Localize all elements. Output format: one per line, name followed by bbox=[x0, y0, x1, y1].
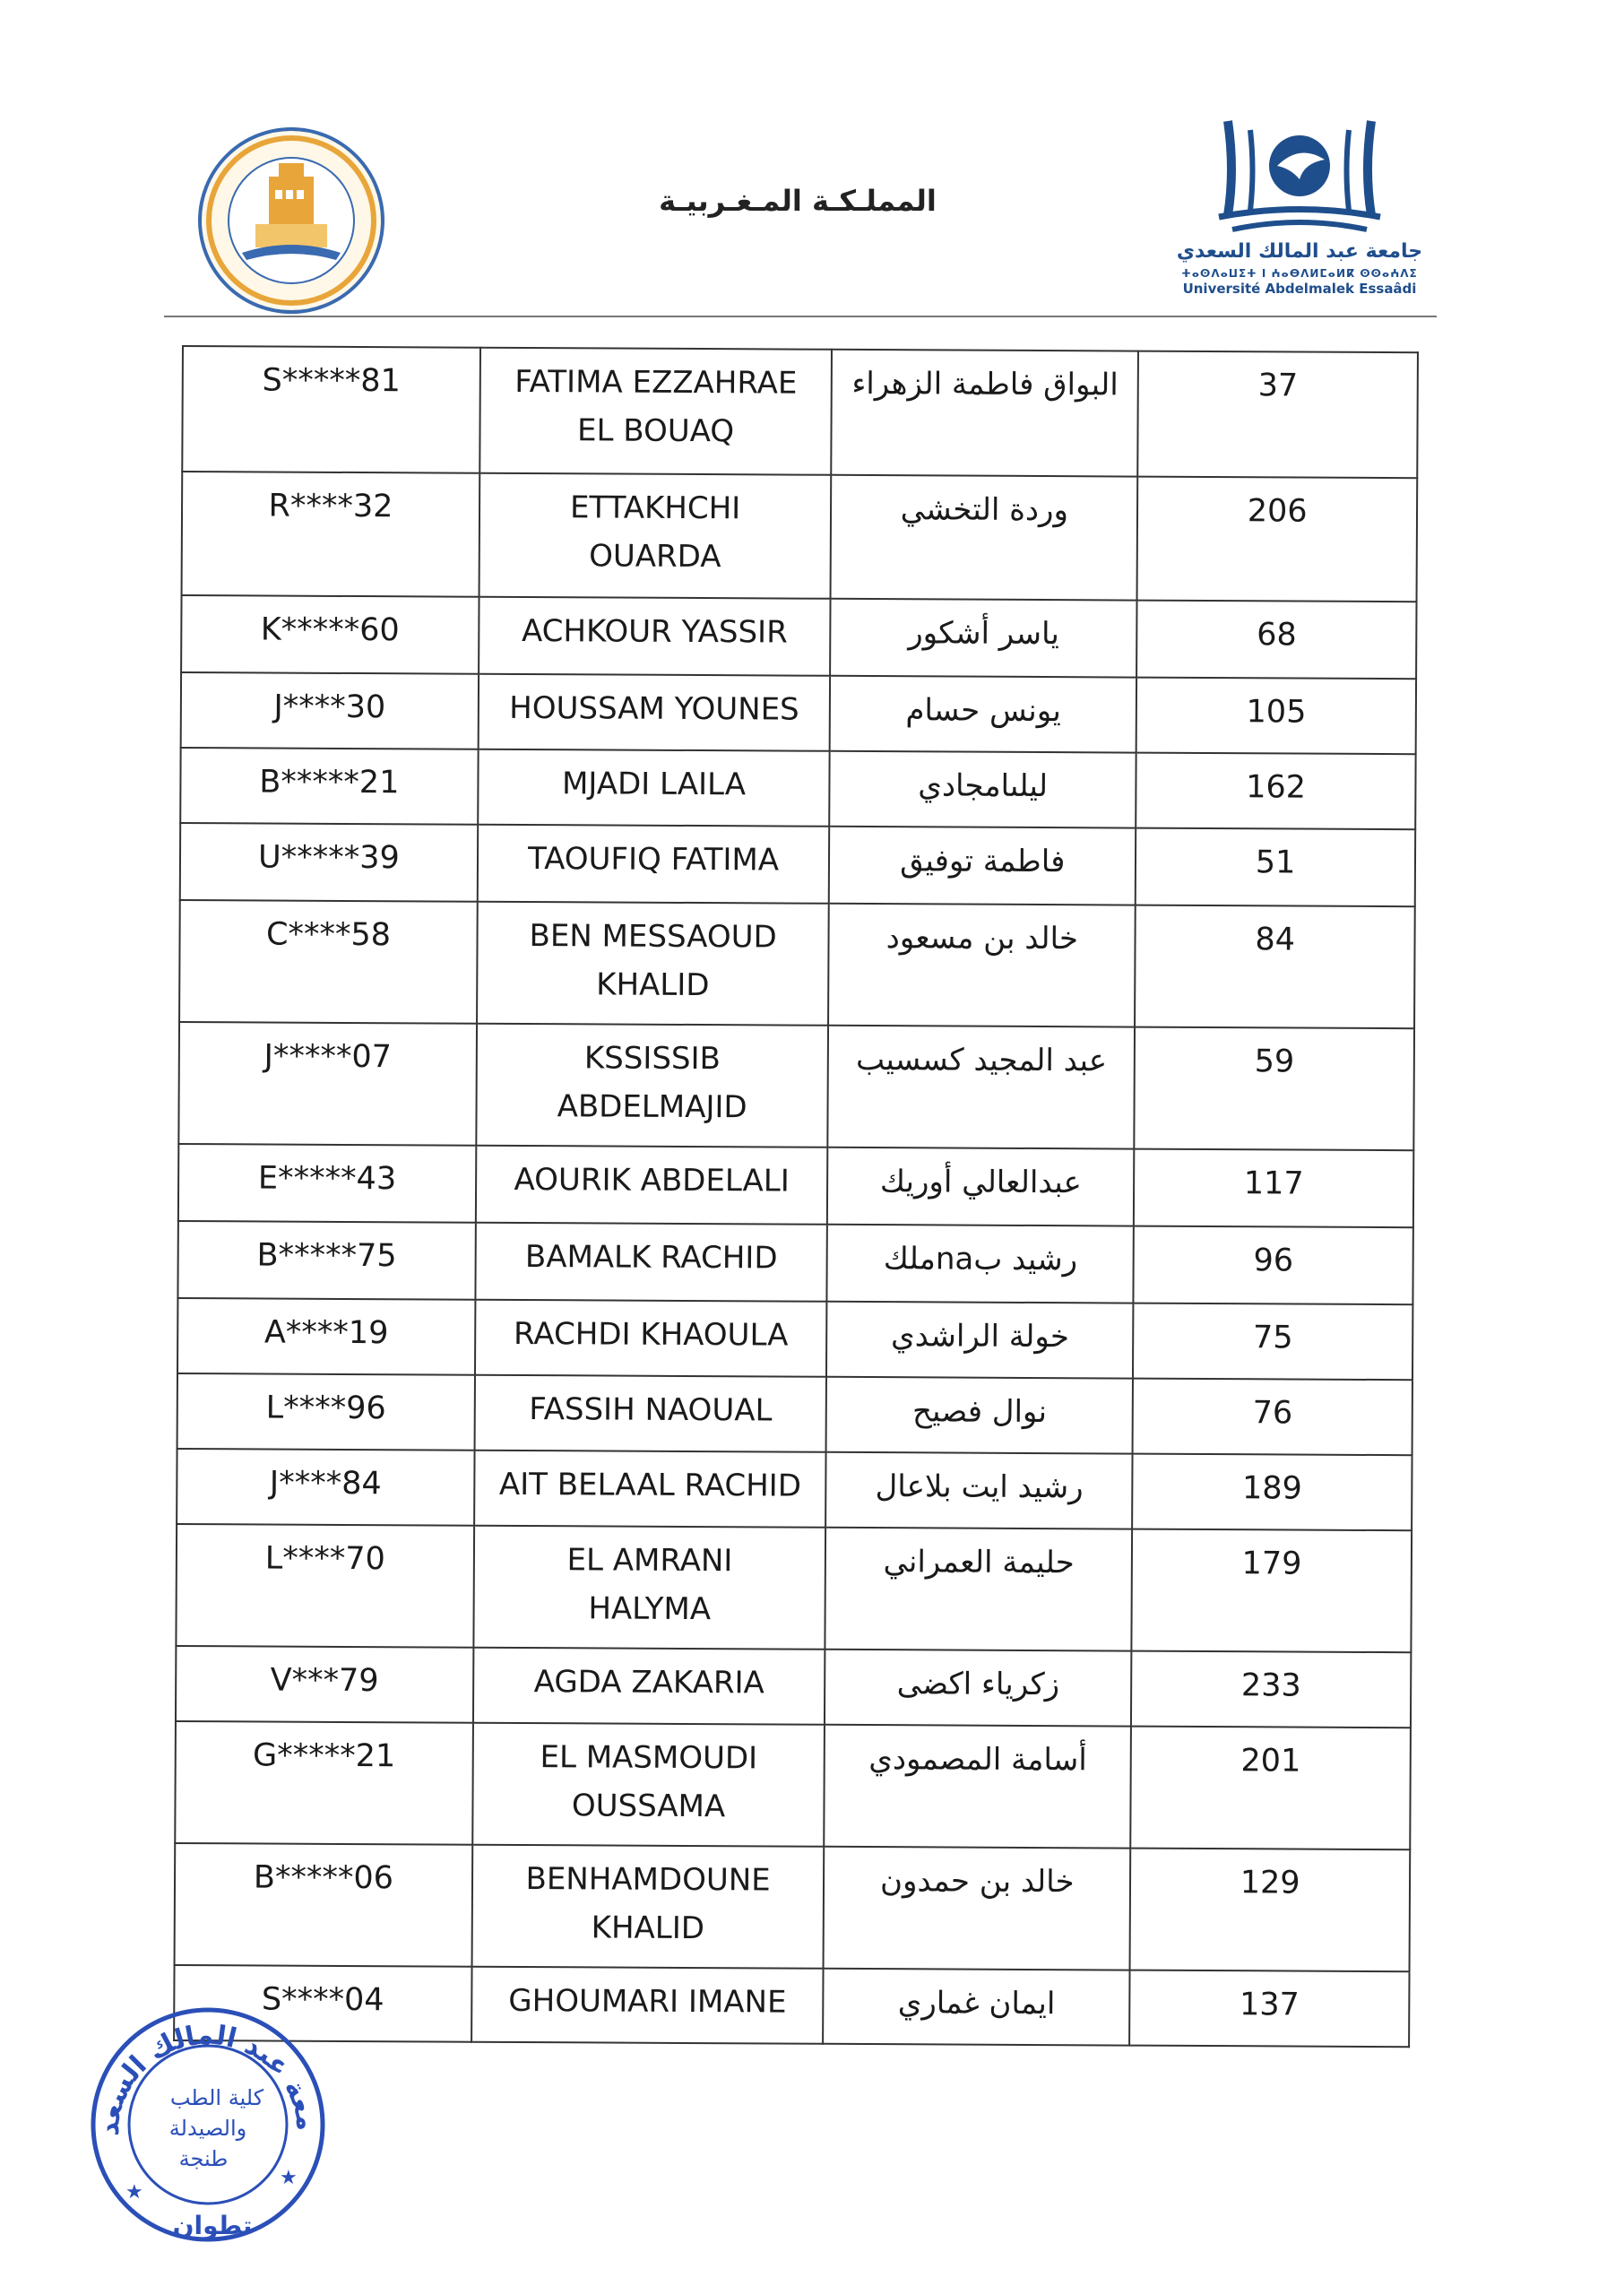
name-arabic-cell: زكرياء اكضى bbox=[825, 1650, 1131, 1727]
university-logo bbox=[1165, 117, 1434, 305]
cin-cell: S*****81 bbox=[182, 346, 480, 473]
name-arabic-cell: حليمة العمراني bbox=[825, 1528, 1133, 1651]
name-latin-line: AOURIK ABDELALI bbox=[514, 1161, 790, 1199]
name-latin-line: FATIMA EZZAHRAE bbox=[514, 363, 798, 402]
name-latin-cell bbox=[471, 1967, 824, 2044]
number-cell: 201 bbox=[1130, 1727, 1410, 1850]
official-stamp bbox=[82, 1999, 333, 2250]
number-cell: 189 bbox=[1132, 1454, 1412, 1531]
name-latin-cell bbox=[479, 348, 832, 475]
name-arabic-cell: أسامة المصمودي bbox=[825, 1725, 1132, 1849]
cin-cell: B*****75 bbox=[177, 1221, 475, 1300]
name-latin-line: HOUSSAM YOUNES bbox=[509, 689, 799, 728]
header-divider bbox=[164, 316, 1437, 317]
table-row bbox=[175, 1843, 1411, 1971]
cin-cell: U*****39 bbox=[180, 823, 478, 902]
name-latin-cell bbox=[471, 1845, 824, 1969]
name-latin-line: HALYMA bbox=[588, 1590, 712, 1628]
name-latin-cell bbox=[474, 1451, 826, 1528]
name-latin-line: BAMALK RACHID bbox=[524, 1239, 778, 1277]
table-row bbox=[182, 346, 1418, 478]
name-latin-line: ABDELMAJID bbox=[557, 1088, 747, 1126]
name-arabic-cell: عبدالعالي أوريك bbox=[827, 1148, 1134, 1226]
table-row bbox=[178, 1144, 1413, 1227]
name-arabic-cell: خولة الراشدي bbox=[826, 1302, 1133, 1379]
number-cell: 117 bbox=[1134, 1149, 1413, 1228]
name-latin-line: TAOUFIQ FATIMA bbox=[527, 841, 780, 879]
name-latin-cell bbox=[472, 1723, 825, 1847]
university-name-arabic: جامعة عبد المالك السعدي bbox=[1176, 240, 1423, 263]
name-arabic-cell: خالد بن مسعود bbox=[828, 904, 1136, 1027]
number-cell: 105 bbox=[1136, 678, 1416, 755]
name-arabic-cell: خالد بن حمدون bbox=[824, 1847, 1131, 1970]
name-latin-cell bbox=[479, 597, 831, 676]
name-latin-line: BENHAMDOUNE bbox=[525, 1861, 771, 1899]
table-row bbox=[180, 748, 1415, 829]
table-row bbox=[176, 1646, 1411, 1728]
table-row bbox=[175, 1721, 1411, 1849]
name-latin-line: GHOUMARI IMANE bbox=[508, 1982, 787, 2021]
number-cell: 206 bbox=[1137, 477, 1417, 602]
name-latin-line: FASSIH NAOUAL bbox=[529, 1391, 773, 1429]
name-latin-line: RACHDI KHAOULA bbox=[514, 1315, 789, 1354]
name-latin-cell bbox=[478, 749, 830, 827]
table-row bbox=[176, 1524, 1412, 1652]
cin-cell: L****96 bbox=[177, 1373, 475, 1451]
table-row bbox=[177, 1449, 1412, 1530]
number-cell: 137 bbox=[1129, 1970, 1409, 2048]
name-latin-line: BEN MESSAOUD bbox=[529, 918, 777, 956]
name-latin-line: ACHKOUR YASSIR bbox=[521, 612, 788, 651]
cin-cell: J****84 bbox=[177, 1449, 474, 1526]
results-table bbox=[173, 345, 1419, 2048]
cin-cell: S****04 bbox=[174, 1965, 471, 2042]
name-arabic-cell: ايمان غماري bbox=[823, 1969, 1129, 2046]
name-latin-line: KHALID bbox=[596, 966, 710, 1004]
table-row bbox=[177, 1298, 1412, 1380]
stamp-city: تطوان bbox=[172, 2211, 253, 2240]
table-row bbox=[182, 472, 1418, 602]
name-arabic-cell: يونس حسام bbox=[830, 676, 1136, 753]
results-table-wrapper bbox=[173, 345, 1437, 2048]
name-arabic-cell: رشيد ايت بلاعال bbox=[825, 1452, 1132, 1529]
stamp-star-icon: ★ bbox=[280, 2167, 298, 2189]
table-row bbox=[174, 1965, 1409, 2047]
name-latin-cell bbox=[475, 1300, 827, 1377]
name-latin-line: KHALID bbox=[591, 1910, 705, 1947]
number-cell: 76 bbox=[1133, 1379, 1412, 1456]
cin-cell: B*****06 bbox=[175, 1843, 473, 1967]
name-latin-line: OUSSAMA bbox=[571, 1788, 726, 1825]
name-latin-cell bbox=[476, 1146, 828, 1225]
name-latin-cell bbox=[475, 1223, 827, 1302]
name-arabic-cell: رشيد بnaملك bbox=[827, 1225, 1134, 1303]
table-row bbox=[177, 1221, 1412, 1304]
name-latin-line: ETTAKHCHI bbox=[569, 489, 741, 527]
name-latin-line: KSSISSIB bbox=[583, 1040, 721, 1078]
table-row bbox=[181, 672, 1416, 754]
cin-cell: R****32 bbox=[182, 472, 480, 597]
cin-cell: B*****21 bbox=[180, 748, 478, 825]
name-latin-line: AIT BELAAL RACHID bbox=[498, 1466, 802, 1504]
stamp-line-1: كلية الطب bbox=[169, 2085, 264, 2110]
number-cell: 233 bbox=[1131, 1651, 1411, 1728]
name-latin-cell bbox=[476, 1024, 828, 1148]
name-arabic-cell: ياسر أشكور bbox=[830, 599, 1136, 678]
name-arabic-cell: نوال فصيح bbox=[826, 1377, 1133, 1454]
number-cell: 37 bbox=[1137, 351, 1417, 479]
table-row bbox=[179, 900, 1415, 1028]
stamp-line-3: طنجة bbox=[178, 2146, 229, 2171]
cin-cell: J****30 bbox=[181, 672, 479, 749]
name-latin-line: MJADI LAILA bbox=[561, 766, 747, 803]
number-cell: 179 bbox=[1132, 1529, 1412, 1653]
number-cell: 51 bbox=[1136, 828, 1415, 907]
name-latin-line: EL MASMOUDI bbox=[540, 1739, 758, 1777]
name-latin-line: EL AMRANI bbox=[566, 1542, 733, 1580]
name-latin-line: AGDA ZAKARIA bbox=[533, 1664, 764, 1702]
name-arabic-cell: فاطمة توفيق bbox=[829, 827, 1136, 905]
name-latin-line: OUARDA bbox=[589, 538, 721, 576]
page-title: المملـكـة المـغـربيـة bbox=[659, 184, 937, 218]
results-table-body bbox=[174, 346, 1418, 2047]
name-latin-cell bbox=[473, 1648, 825, 1725]
name-latin-cell bbox=[474, 1375, 826, 1452]
number-cell: 84 bbox=[1135, 905, 1414, 1029]
stamp-line-2: والصيدلة bbox=[168, 2116, 247, 2141]
faculty-logo bbox=[193, 127, 390, 314]
name-latin-cell bbox=[478, 825, 830, 904]
cin-cell: A****19 bbox=[177, 1298, 475, 1375]
number-cell: 68 bbox=[1136, 601, 1416, 680]
university-name-french: Université Abdelmalek Essaâdi bbox=[1182, 281, 1417, 297]
cin-cell: E*****43 bbox=[178, 1144, 476, 1223]
name-arabic-cell: عبد المجيد كسسيب bbox=[828, 1026, 1136, 1149]
number-cell: 129 bbox=[1130, 1849, 1410, 1972]
name-latin-cell bbox=[477, 902, 829, 1026]
table-row bbox=[180, 823, 1415, 906]
stamp-star-icon: ★ bbox=[125, 2181, 143, 2204]
name-arabic-cell: وردة التخشي bbox=[831, 475, 1138, 601]
table-row bbox=[178, 1022, 1414, 1150]
name-arabic-cell: البواق فاطمة الزهراء bbox=[832, 350, 1139, 477]
name-arabic-cell: ليلىامجادي bbox=[829, 751, 1136, 828]
number-cell: 162 bbox=[1136, 753, 1415, 830]
table-row bbox=[181, 595, 1416, 679]
university-name-tifinagh: ⵜⴰⵙⴷⴰⵡⵉⵜ ⵏ ⵄⴰⴱⴷⵍⵎⴰⵍⴽ ⵙⵙⴰⵄⴷⵉ bbox=[1181, 267, 1418, 280]
number-cell: 96 bbox=[1134, 1226, 1413, 1305]
name-latin-cell bbox=[473, 1526, 825, 1650]
name-latin-line: EL BOUAQ bbox=[576, 412, 735, 450]
stamp-ring-text: معة عبد المالك السعد bbox=[93, 2019, 323, 2137]
cin-cell: V***79 bbox=[176, 1646, 473, 1723]
name-latin-cell bbox=[479, 473, 831, 599]
cin-cell: K*****60 bbox=[181, 595, 479, 674]
cin-cell: L****70 bbox=[176, 1524, 474, 1648]
table-row bbox=[177, 1373, 1412, 1455]
cin-cell: J*****07 bbox=[178, 1022, 477, 1146]
name-latin-cell bbox=[479, 674, 831, 751]
number-cell: 59 bbox=[1135, 1027, 1414, 1151]
number-cell: 75 bbox=[1133, 1303, 1412, 1381]
cin-cell: G*****21 bbox=[175, 1721, 473, 1845]
cin-cell: C****58 bbox=[179, 900, 478, 1024]
